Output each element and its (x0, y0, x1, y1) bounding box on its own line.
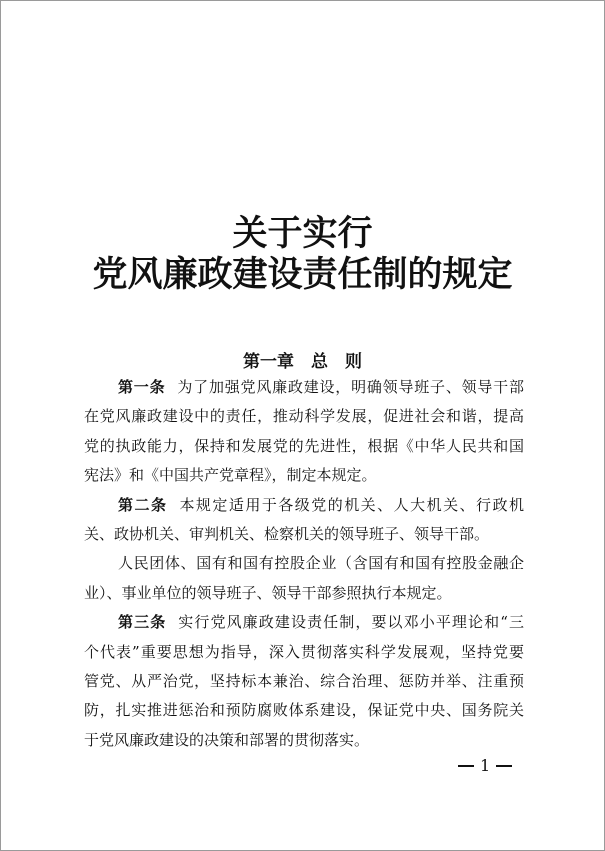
paragraph-line (84, 696, 524, 725)
paragraph-line (84, 373, 524, 402)
chapter-heading: 第一章 总 则 (243, 352, 362, 372)
article-number: 第一条 (118, 378, 166, 396)
line-text: 人民团体、国有和国有控股企业（含国有和国有控股金融企 (118, 554, 524, 573)
document-title-line-1: 关于实行 (232, 213, 373, 254)
line-text: 业）、事业单位的领导班子、领导干部参照执行本规定。 (84, 583, 452, 602)
paragraph-line (84, 402, 524, 431)
article-number: 第三条 (118, 613, 167, 632)
paragraph-line (84, 520, 524, 549)
line-text: 为了加强党风廉政建设，明确领导班子、领导干部 (177, 378, 524, 396)
paragraph-line (84, 461, 524, 490)
line-text: 实行党风廉政建设责任制，要以邓小平理论和“三 (178, 613, 524, 632)
paragraph-line (84, 579, 524, 608)
dash-left (458, 765, 474, 767)
paragraph-line (84, 726, 524, 755)
page-number-text: 1 (480, 756, 491, 775)
paragraph-line (84, 549, 524, 578)
paragraph-line (84, 638, 524, 667)
paragraph-line (84, 608, 524, 637)
line-text: 在党风廉政建设中的责任，推动科学发展，促进社会和谐，提高 (84, 407, 524, 426)
line-text: 防，扎实推进惩治和预防腐败体系建设，保证党中央、国务院关 (84, 701, 524, 720)
line-text: 党的执政能力，保持和发展党的先进性，根据《中华人民共和国 (84, 436, 524, 455)
article-number: 第二条 (118, 495, 168, 514)
paragraph-line (84, 432, 524, 461)
paragraph-line (84, 667, 524, 696)
dash-right (496, 765, 512, 767)
line-text: 宪法》和《中国共产党章程》，制定本规定。 (84, 466, 377, 485)
paragraph-line (84, 491, 524, 520)
line-text: 管党、从严治党，坚持标本兼治、综合治理、惩防并举、注重预 (84, 672, 524, 691)
page-number (458, 756, 512, 775)
line-text: 关、政协机关、审判机关、检察机关的领导班子、领导干部。 (84, 525, 490, 544)
document-body (84, 373, 524, 755)
document-title-line-2: 党风廉政建设责任制的规定 (92, 254, 513, 295)
line-text: 于党风廉政建设的决策和部署的贯彻落实。 (84, 730, 370, 749)
line-text: 本规定适用于各级党的机关、人大机关、行政机 (179, 495, 524, 514)
line-text: 个代表”重要思想为指导，深入贯彻落实科学发展观，坚持党要 (84, 642, 524, 661)
